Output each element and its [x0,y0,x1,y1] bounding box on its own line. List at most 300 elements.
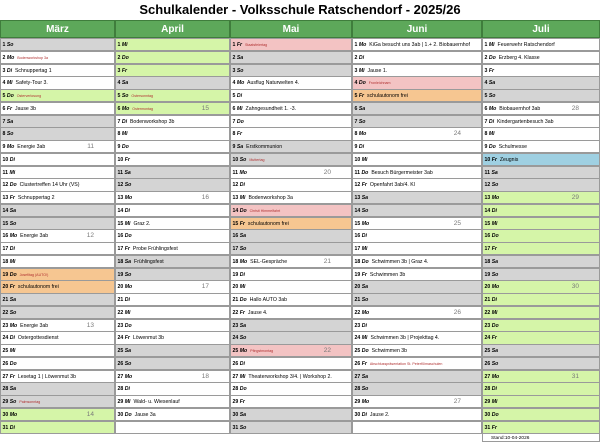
day-number: 18 [2,258,10,265]
day-cell [115,204,230,217]
day-cell [0,280,115,293]
month-header-1: April [115,20,230,38]
day-cell [230,89,352,102]
day-cell [482,268,600,281]
week-number: 20 [323,168,331,176]
day-number: 14 [354,207,362,214]
event-text: Pfingstmontag [250,349,274,353]
day-number: 10 [232,156,240,163]
weekday: Mi [361,246,368,252]
day-number: 7 [117,118,122,125]
weekday: Fr [124,246,130,252]
weekday: Di [358,144,365,150]
day-cell [115,331,230,344]
weekday: So [9,399,17,405]
day-number: 28 [354,386,362,393]
weekday: Mi [239,195,246,201]
day-number: 19 [484,271,492,278]
weekday: Mi [124,399,131,405]
day-cell [482,357,600,370]
day-cell [115,370,230,383]
weekday: Do [121,54,129,61]
weekday: Di [491,207,497,214]
week-number: 31 [571,372,579,380]
day-cell [482,229,600,242]
day-cell [115,280,230,293]
week-number: 12 [86,232,94,240]
day-cell [352,319,482,332]
day-cell [482,51,600,64]
day-cell [352,382,482,395]
weekday: Fr [358,93,365,99]
weekday: Mi [491,220,498,227]
event-text: Ostersonntag [131,94,153,98]
event-text: Zeugnis [499,156,519,163]
day-number: 1 [232,42,237,48]
weekday: So [491,271,499,278]
weekday: Sa [9,297,17,303]
weekday: Mo [491,284,500,291]
weekday: Mi [124,220,131,227]
day-cell [352,204,482,217]
weekday: Mo [491,373,500,380]
day-number: 2 [232,54,237,61]
weekday: Di [361,233,367,240]
weekday: Di [9,156,15,163]
day-number: 6 [484,105,489,112]
day-number: 15 [354,220,362,227]
weekday: Do [124,233,132,240]
weekday: Fr [361,271,367,278]
weekday: Mo [361,220,370,227]
day-cell [482,76,600,89]
weekday: Di [239,182,245,189]
week-number: 18 [201,372,209,380]
event-text: Staatsfeiertag [244,43,268,47]
day-cell [230,293,352,306]
day-number: 28 [2,386,10,393]
day-cell [482,242,600,255]
day-cell [0,64,115,77]
weekday: Mi [9,258,16,265]
day-number: 19 [117,271,125,278]
day-cell [230,217,352,230]
day-number: 29 [484,399,492,405]
weekday: So [6,131,14,138]
day-number: 24 [117,335,125,342]
day-number: 27 [2,373,10,380]
day-cell [482,127,600,140]
day-cell [482,204,600,217]
day-number: 9 [117,144,122,150]
weekday: So [121,93,129,99]
day-number: 16 [232,233,240,240]
weekday: Do [9,360,17,367]
weekday: Sa [121,80,129,87]
event-text: Safety-Tour 3. [15,80,48,87]
weekday: Mo [361,309,370,316]
weekday: Fr [9,195,15,201]
day-number: 7 [232,118,237,125]
day-cell [230,102,352,115]
event-text: Schnuppertag 2 [17,195,55,201]
day-cell [0,38,115,51]
weekday: Sa [236,144,244,150]
day-number: 21 [484,297,492,303]
event-text: Josefitag (AUTO!) [19,272,49,277]
event-text: Muttertag [249,157,265,162]
day-number: 2 [2,54,7,61]
weekday: Fr [239,399,245,405]
event-text: Schnuppertag 1 [14,67,52,74]
weekday: So [361,297,369,303]
weekday: Do [239,297,247,303]
day-number: 25 [232,348,240,354]
day-cell [482,421,600,434]
day-cell [115,268,230,281]
day-number: 28 [232,386,240,393]
day-number: 17 [232,246,240,252]
day-cell [482,166,600,179]
day-number: 9 [232,144,237,150]
day-number: 16 [484,233,492,240]
day-number: 11 [354,169,362,176]
weekday: Mo [358,131,367,138]
day-cell [0,127,115,140]
day-cell [482,293,600,306]
day-cell [0,382,115,395]
day-cell [115,76,230,89]
weekday: Fr [491,424,497,431]
weekday: Di [6,67,13,74]
event-text: Zahngesundheit 1. -3. [245,105,297,112]
event-text: Openfahrt 3ab/4. Kl [369,182,415,189]
day-number: 23 [117,322,125,329]
day-cell [352,89,482,102]
day-cell [352,293,482,306]
day-number: 1 [484,42,489,48]
day-number: 17 [484,246,492,252]
day-cell [482,344,600,357]
weekday: Mi [488,42,495,48]
event-text: Kindergartenbesuch 3ab [496,118,554,125]
day-cell [230,242,352,255]
weekday: Fr [488,67,495,74]
weekday: Sa [124,258,132,265]
day-number: 22 [484,309,492,316]
weekday: Mo [124,195,133,201]
day-cell [352,140,482,153]
day-number: 4 [232,80,237,87]
day-number: 3 [117,67,122,74]
day-number: 24 [354,335,362,342]
day-number: 5 [117,93,122,99]
day-cell [482,306,600,319]
event-text: Besuch Bürgermeister 3ab [371,169,433,176]
event-text: schulautonom frei [366,93,408,99]
day-cell [352,191,482,204]
event-text: Clustertreffen 14 Uhr (VS) [19,182,80,189]
day-cell [0,357,115,370]
week-number: 27 [453,398,461,405]
event-text: Energie 3ab [20,233,49,240]
day-cell [115,166,230,179]
event-text: Theaterworkshop 3/4. | Workshop 2. [248,373,332,380]
day-number: 25 [117,348,125,354]
weekday: Sa [491,348,499,354]
day-cell [0,140,115,153]
weekday: Di [121,118,128,125]
weekday: Sa [239,411,247,418]
weekday: Mo [361,399,370,405]
day-number: 12 [354,182,362,189]
day-cell [0,268,115,281]
weekday: Mo [239,348,248,354]
weekday: So [124,360,132,367]
day-number: 4 [484,80,489,87]
weekday: Do [361,348,369,354]
weekday: Mi [239,373,246,380]
week-number: 29 [571,194,579,201]
weekday: Mi [239,284,246,291]
weekday: Do [491,411,499,418]
week-number: 17 [201,283,209,291]
day-cell [230,64,352,77]
day-cell [115,357,230,370]
day-cell [352,421,482,434]
day-number: 5 [2,93,7,99]
day-cell [115,421,230,434]
day-cell [352,166,482,179]
day-cell [0,102,115,115]
day-number: 21 [354,297,362,303]
weekday: Di [358,54,365,61]
weekday: Fr [361,360,367,367]
event-text: Bodenworkshop 3a [17,55,49,60]
day-cell [0,408,115,421]
day-cell [352,370,482,383]
day-number: 13 [2,195,10,201]
weekday: Di [9,246,15,252]
week-number: 13 [86,321,94,329]
event-text: Energie 3ab [17,144,46,150]
day-cell [230,331,352,344]
weekday: Fr [239,309,245,316]
day-number: 11 [2,169,10,176]
event-text: Schulmesse [498,144,527,150]
day-number: 27 [117,373,125,380]
day-cell [230,204,352,217]
weekday: Di [491,386,497,393]
day-number: 21 [2,297,10,303]
weekday: Mi [491,309,498,316]
weekday: Mo [121,105,130,112]
page-title: Schulkalender - Volksschule Ratschendorf - 2025/26 [139,2,461,17]
day-number: 22 [232,309,240,316]
weekday: Mo [239,258,248,265]
day-number: 20 [2,284,10,291]
day-cell [115,255,230,268]
weekday: Fr [361,182,367,189]
day-number: 12 [232,182,240,189]
week-number: 16 [201,194,209,201]
weekday: Fr [236,42,243,48]
day-cell [115,293,230,306]
weekday: Di [9,335,15,342]
day-cell [352,217,482,230]
day-number: 31 [2,424,10,431]
day-cell [0,153,115,166]
day-number: 2 [354,54,359,61]
week-number: 22 [323,347,331,354]
day-cell [230,191,352,204]
day-cell [0,191,115,204]
day-cell [0,293,115,306]
day-number: 16 [2,233,10,240]
day-cell [230,382,352,395]
day-cell [352,242,482,255]
day-number: 10 [354,156,362,163]
day-cell [352,357,482,370]
weekday: Sa [9,386,17,393]
day-cell [230,153,352,166]
day-cell [0,331,115,344]
day-cell [115,64,230,77]
day-number: 23 [232,322,240,329]
week-number: 21 [323,257,331,265]
day-number: 11 [117,169,125,176]
weekday: Fr [9,284,15,291]
weekday: Mi [358,67,365,74]
day-number: 24 [2,335,10,342]
day-number: 8 [354,131,359,138]
week-number: 25 [453,219,461,227]
day-number: 4 [354,80,359,87]
weekday: Fr [124,156,130,163]
day-cell [115,51,230,64]
month-header-row [0,20,600,38]
day-cell [482,64,600,77]
day-number: 8 [2,131,7,138]
weekday: Fr [6,105,13,112]
day-number: 1 [354,42,359,48]
day-cell [352,395,482,408]
day-number: 14 [117,207,125,214]
weekday: Mo [236,80,245,87]
event-text: Fronleichnam [368,81,391,86]
day-number: 14 [232,207,240,214]
day-number: 22 [117,309,125,316]
day-cell [482,140,600,153]
weekday: So [488,93,496,99]
weekday: Do [124,411,132,418]
weekday: Fr [9,373,15,380]
day-number: 26 [117,360,125,367]
event-text: Bodenworkshop 3b [129,118,175,125]
day-number: 29 [354,399,362,405]
day-cell [115,382,230,395]
weekday: Sa [239,233,247,240]
weekday: So [124,271,132,278]
day-number: 17 [2,246,10,252]
day-number: 27 [354,373,362,380]
event-text: Ostergottesdienst [17,335,59,342]
month-header-0: März [0,20,115,38]
day-number: 31 [232,424,240,431]
event-text: Palmsonntag [19,400,41,404]
event-text: Erzberg 4. Klasse [498,54,540,61]
day-cell [0,255,115,268]
event-text: Jause 1. [367,67,388,74]
day-number: 26 [2,360,10,367]
day-cell [482,280,600,293]
day-number: 29 [117,399,125,405]
weekday: Di [124,386,130,393]
day-cell [115,38,230,51]
day-cell [115,319,230,332]
event-text: Biobauernhof 3ab [499,105,541,112]
weekday: Fr [239,220,245,227]
weekday: So [9,220,17,227]
weekday: Do [239,207,247,214]
day-number: 1 [117,42,122,48]
weekday: So [9,309,17,316]
day-cell [0,76,115,89]
day-cell [0,370,115,383]
day-number: 20 [117,284,125,291]
weekday: So [239,424,247,431]
week-number: 28 [571,104,579,112]
day-cell [352,178,482,191]
day-number: 18 [232,258,240,265]
day-cell [230,229,352,242]
weekday: Mo [491,195,500,201]
weekday: Mi [491,399,498,405]
week-number: 11 [87,143,94,150]
day-cell [115,344,230,357]
day-number: 13 [484,195,492,201]
day-number: 9 [354,144,359,150]
day-cell [352,229,482,242]
event-text: Ausflug Naturwelten 4. [246,80,300,87]
event-text: schulautonom frei [247,220,289,227]
weekday: Mo [9,411,18,418]
day-cell [0,178,115,191]
day-number: 30 [484,411,492,418]
weekday: Di [361,411,367,418]
day-number: 7 [2,118,7,125]
day-number: 10 [117,156,125,163]
day-number: 5 [354,93,359,99]
day-cell [115,191,230,204]
weekday: Do [6,93,14,99]
day-cell [230,268,352,281]
event-text: Jause 3a [134,411,156,418]
weekday: Mo [239,169,247,176]
day-cell [482,408,600,421]
weekday: Fr [236,131,243,138]
week-number: 15 [201,104,209,112]
weekday: Di [239,360,245,367]
day-cell [352,344,482,357]
day-number: 23 [354,322,362,329]
day-cell [230,255,352,268]
weekday: So [6,42,14,48]
day-cell [230,166,352,179]
month-header-4: Juli [482,20,600,38]
day-number: 3 [2,67,7,74]
day-number: 25 [484,348,492,354]
